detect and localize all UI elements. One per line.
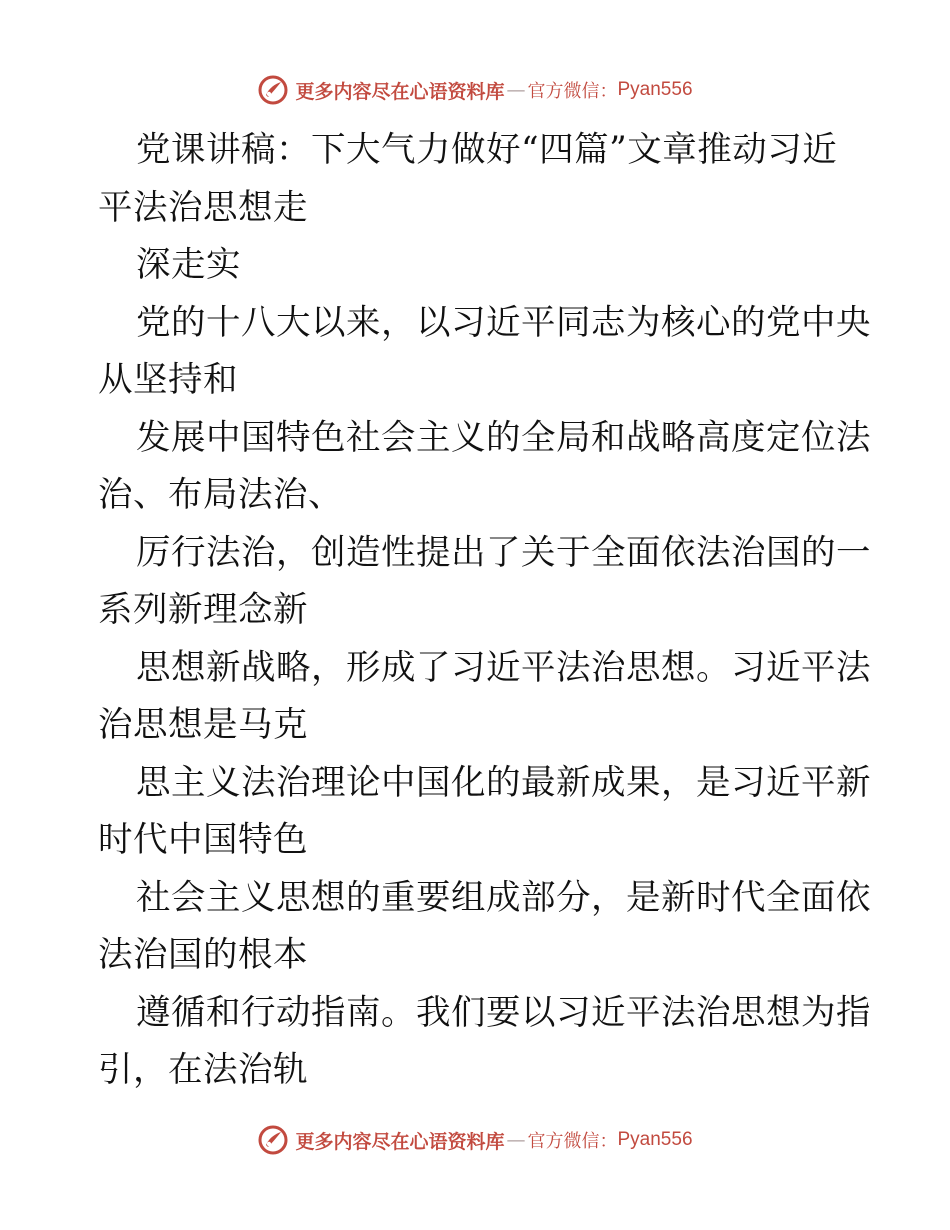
text-line: 思主义法治理论中国化的最新成果，是习近平新 (136, 762, 871, 803)
watermark-wechat-label: 官方微信： (527, 81, 618, 102)
document-body (98, 122, 871, 1100)
text-line: 厉行法治，创造性提出了关于全面依法治国的一 (136, 532, 871, 573)
text-line: 发展中国特色社会主义的全局和战略高度定位法 (136, 417, 871, 458)
text-line: 时代中国特色 (98, 820, 308, 860)
text-line: 系列新理念新 (98, 590, 308, 630)
text-line: 思想新战略，形成了习近平法治思想。习近平法 (136, 647, 871, 688)
text-line: 遵循和行动指南。我们要以习近平法治思想为指 (136, 992, 871, 1033)
header-watermark (0, 70, 950, 110)
footer-watermark (0, 1120, 950, 1160)
text-line: 治、布局法治、 (98, 475, 343, 515)
watermark-dash: — (506, 79, 526, 101)
text-line: 平法治思想走 (98, 187, 308, 228)
watermark-wechat-id: Pyan556 (617, 79, 693, 100)
text-line: 党的十八大以来，以习近平同志为核心的党中央 (136, 302, 871, 343)
watermark-wechat-id: Pyan556 (617, 1129, 693, 1150)
text-line: 法治国的根本 (98, 935, 308, 975)
watermark-text: 更多内容尽在心语资料库 (295, 1130, 505, 1153)
watermark-dash: — (506, 1129, 526, 1151)
text-line: 深走实 (136, 245, 241, 285)
watermark-text: 更多内容尽在心语资料库 (295, 80, 505, 103)
text-line: 从坚持和 (98, 360, 238, 400)
brush-seal-logo-icon (257, 74, 289, 106)
text-line: 治思想是马克 (98, 705, 308, 745)
text-line: 社会主义思想的重要组成部分，是新时代全面依 (136, 877, 871, 918)
brush-seal-logo-icon (257, 1124, 289, 1156)
text-line: 引，在法治轨 (98, 1050, 308, 1090)
watermark-wechat-label: 官方微信： (527, 1131, 618, 1152)
text-line: 党课讲稿：下大气力做好“四篇”文章推动习近 (136, 130, 838, 170)
